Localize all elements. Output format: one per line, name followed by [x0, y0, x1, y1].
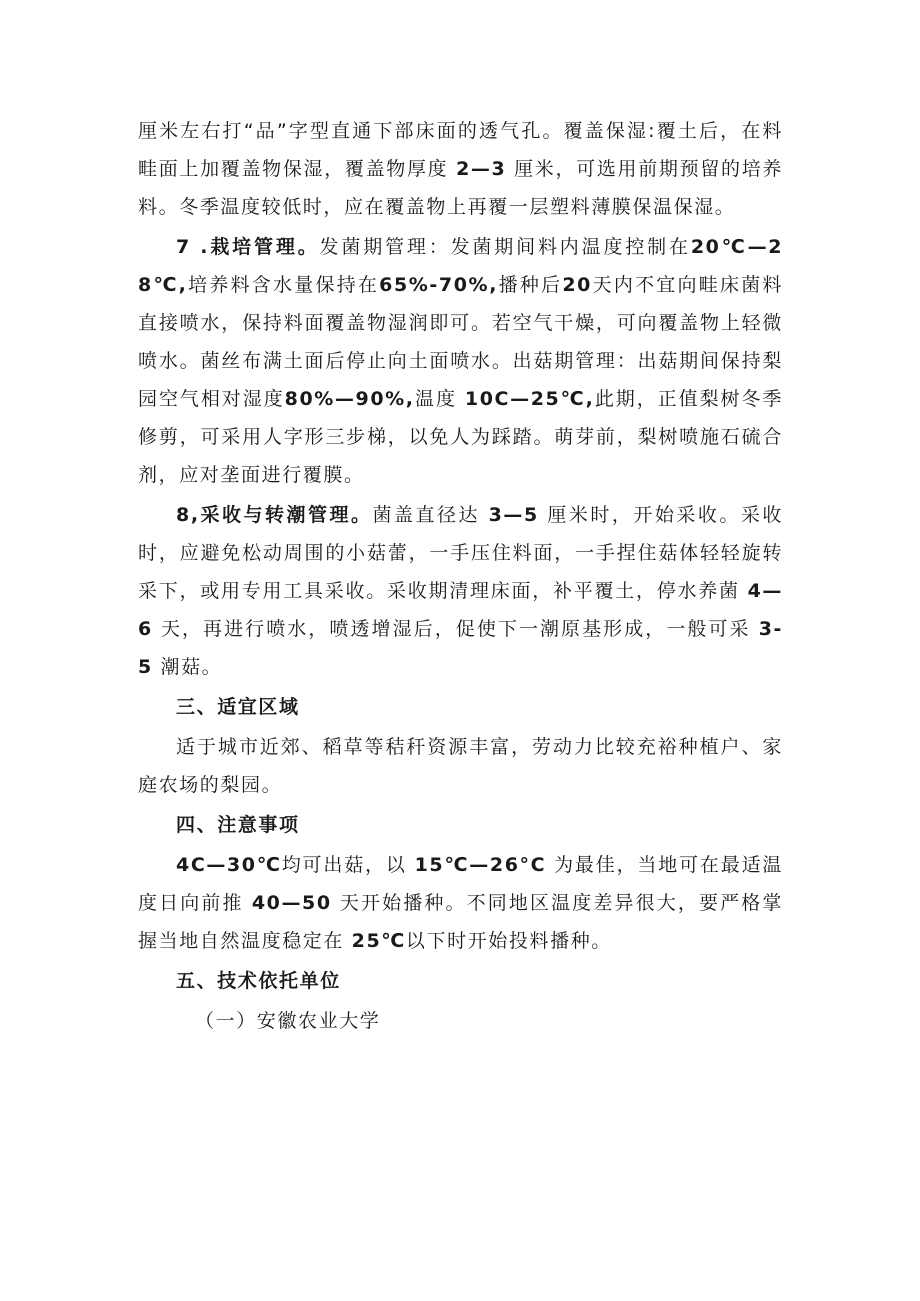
text-run: 厘米左右打“品”字型直通下部床面的透气孔。覆盖保湿:覆土后，在料畦面上加覆盖物保湿，覆盖物厚度: [138, 120, 783, 180]
section-8-title: 8,采收与转潮管理。: [176, 504, 373, 526]
bold-number: 65%-70%,: [379, 274, 499, 296]
text-run: 发菌期管理：发菌期间料内温度控制在: [319, 236, 691, 258]
bold-number: 20℃—28℃,: [138, 236, 784, 296]
text-run: 菌盖直径达: [372, 504, 481, 526]
document-body: [138, 112, 783, 1040]
text-run: 为最佳，当地可在最适温度日向前推: [138, 854, 783, 914]
text-run: 天内不宜向畦床菌料直接喷水，保持料面覆盖物湿润即可。若空气干燥，可向覆盖物上轻微喷水。菌丝布满土面后停止向土面喷水。出菇期管理：出菇期间保持梨园空气相对湿度: [138, 274, 783, 410]
list-item-support-unit: （一）安徽农业大学: [195, 1010, 381, 1032]
text-run: 天开始播种。不同地区温度差异很大，要严格掌握当地自然温度稳定在: [138, 892, 783, 952]
bold-number: 25℃: [351, 930, 406, 952]
text-run: 天，再进行喷水，喷透增湿后，促使下一潮原基形成，一般可采: [160, 618, 751, 640]
bold-number: 15℃—26°C: [414, 854, 547, 876]
bold-number: 4—6: [138, 580, 784, 640]
heading-notes: 四、注意事项: [176, 814, 300, 836]
text-run: 厘米时，开始采收。采收时，应避免松动周围的小菇蕾，一手压住料面，一手捏住菇体轻轻旋转采下，或用专用工具采收。采收期清理床面，补平覆土，停水养菌: [138, 504, 783, 602]
bold-number: 80%—90%,: [284, 388, 415, 410]
text-run: 此期，正值梨树冬季修剪，可采用人字形三步梯，以免人为踩踏。萌芽前，梨树喷施石硫合剂，应对垄面进行覆膜。: [138, 388, 784, 486]
heading-suitable-region: 三、适宜区域: [176, 696, 300, 718]
paragraph-suitable-region: 适于城市近郊、稻草等秸秆资源丰富，劳动力比较充裕种植户、家庭农场的梨园。: [138, 736, 783, 796]
paragraph-cultivation-management: [138, 228, 783, 494]
text-run: 培养料含水量保持在: [187, 274, 380, 296]
bold-number: 4C—30℃: [176, 854, 282, 876]
bold-number: 3-5: [138, 618, 784, 678]
text-run: 厘米，可选用前期预留的培养料。冬季温度较低时，应在覆盖物上再覆一层塑料薄膜保温保湿。: [138, 158, 783, 218]
text-run: 潮菇。: [160, 656, 223, 678]
bold-number: 20: [562, 274, 592, 296]
section-7-title: 7 .栽培管理。: [176, 236, 320, 258]
bold-number: 40—50: [251, 892, 332, 914]
paragraph-notes: [138, 846, 783, 960]
heading-tech-support: 五、技术依托单位: [176, 970, 341, 992]
paragraph-covering: [138, 112, 783, 226]
paragraph-harvest-management: [138, 496, 783, 686]
text-run: 均可出菇，以: [281, 854, 407, 876]
bold-number: 3—5: [488, 504, 539, 526]
text-run: 以下时开始投料播种。: [405, 930, 612, 952]
text-run: 温度: [414, 388, 457, 410]
bold-number: 2—3: [456, 158, 507, 180]
bold-number: 10C—25℃,: [464, 388, 595, 410]
text-run: 播种后: [498, 274, 563, 296]
